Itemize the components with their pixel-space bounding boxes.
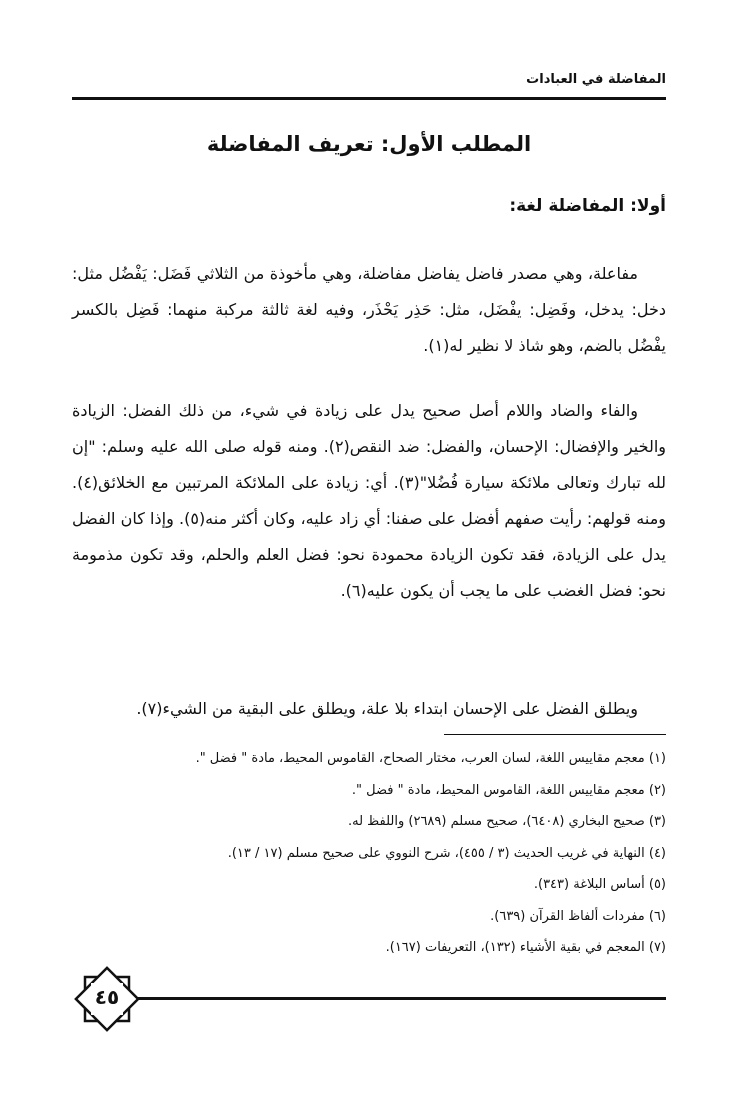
section-title: المطلب الأول: تعريف المفاضلة [206,132,532,156]
header-rule [72,97,666,100]
footer-rule [128,997,666,1000]
paragraph-3: ويطلق الفضل على الإحسان ابتداء بلا علة، ويطلق على البقية من الشيء(٧). [136,699,638,718]
footnote-separator [444,734,666,735]
footnote-7: (٧) المعجم في بقية الأشياء (١٣٢)، التعريفات (١٦٧). [385,940,666,955]
footnote-5: (٥) أساس البلاغة (٣٤٣). [533,877,666,892]
page-number: ٤٥ [94,985,120,1009]
page-number-badge [72,964,142,1034]
footnote-1: (١) معجم مقاييس اللغة، لسان العرب، مختار الصحاح، القاموس المحيط، مادة " فضل ". [195,751,666,766]
paragraph-1: مفاعلة، وهي مصدر فاضل يفاضل مفاضلة، وهي مأخوذة من الثلاثي فَضَل: يَفْضُل مثل: دخل: يدخل، وفَضِل: يفْضَل، مثل: حَذِر يَحْذَر، وفيه لغة ثالثة مركبة منهما: فَضِل بالكسر يفْضُل بالضم، وهو شاذ لا نظير له(١). [72,264,666,355]
footnote-2: (٢) معجم مقاييس اللغة، القاموس المحيط، مادة " فضل ". [351,782,666,798]
footnote-3: (٣) صحيح البخاري (٦٤٠٨)، صحيح مسلم (٢٦٨٩) واللفظ له. [347,814,666,829]
subheading: أولا: المفاضلة لغة: [509,196,666,216]
footnotes-list [72,747,666,968]
running-head: المفاضلة في العبادات [526,72,666,87]
footnote-4: (٤) النهاية في غريب الحديث (٣ / ٤٥٥)، شرح النووي على صحيح مسلم (١٧ / ١٣). [227,845,666,861]
footnote-6: (٦) مفردات ألفاظ القرآن (٦٣٩). [490,908,666,924]
paragraph-2: والفاء والضاد واللام أصل صحيح يدل على زيادة في شيء، من ذلك الفضل: الزيادة والخير والإفضال: الإحسان، والفضل: ضد النقص(٢). ومنه قوله صلى الله عليه وسلم: "إن لله تبارك وتعالى ملائكة سيارة فُضُلا"(٣). أي: زيادة على الملائكة المرتبين مع الخلائق(٤). ومنه قولهم: رأيت صفهم أفضل على صفنا: أي زاد عليه، وكان أكثر منه(٥). وإذا كان الفضل يدل على الزيادة، فقد تكون الزيادة محمودة نحو: فضل العلم والحلم، وقد تكون مذمومة نحو: فضل الغضب على ما يجب أن يكون عليه(٦). [72,401,667,600]
